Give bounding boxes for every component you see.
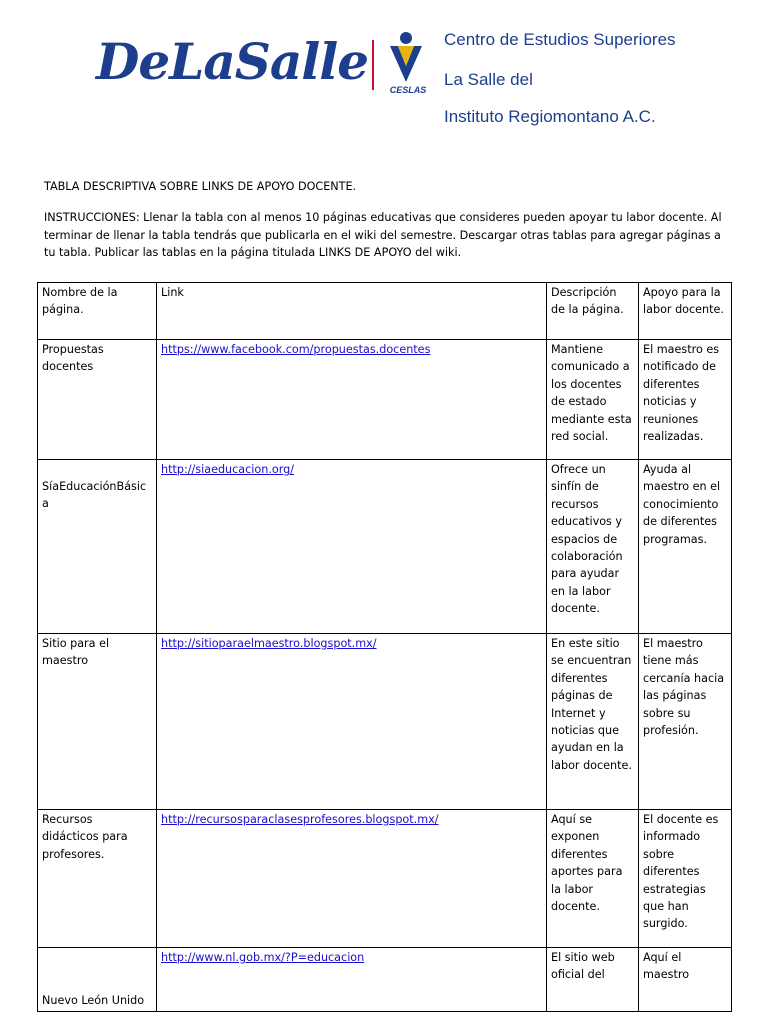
description-cell: Mantiene comunicado a los docentes de estado mediante esta red social. [547,340,639,460]
institution-line-1: Centro de Estudios Superiores [444,30,676,49]
page-link[interactable]: http://www.nl.gob.mx/?P=educacion [161,951,365,964]
table-row [38,634,732,810]
link-cell [157,634,547,810]
table-header-row [38,283,732,340]
page-name-cell: Propuestas docentes [38,340,157,460]
page-name-cell: Recursos didácticos para profesores. [38,810,157,948]
logo-divider [372,40,374,90]
support-cell: Ayuda al maestro en el conocimiento de diferentes programas. [639,460,732,634]
support-cell: El maestro tiene más cercanía hacia las páginas sobre su profesión. [639,634,732,810]
support-cell: El docente es informado sobre diferentes estrategias que han surgido. [639,810,732,948]
ceslas-label: CESLAS [389,85,427,95]
header-link: Link [157,283,547,340]
table-row [38,810,732,948]
header-description: Descripción de la página. [547,283,639,340]
institution-line-2: La Salle del [444,70,533,89]
link-cell [157,810,547,948]
links-table [37,282,732,1012]
page-name-cell: Nuevo León Unido [38,948,157,1012]
table-row [38,340,732,460]
instructions-paragraph: INSTRUCCIONES: Llenar la tabla con al menos 10 páginas educativas que consideres pueden apoyar tu labor docente. Al terminar de llenar la tabla tendrás que publicarla en el wiki del semestre. Descargar otras tablas para agregar páginas a tu tabla. Publicar las tablas en la página titulada LINKS DE APOYO del wiki. [44,211,722,259]
link-cell [157,340,547,460]
page-link[interactable]: https://www.facebook.com/propuestas.docentes [161,343,431,356]
description-cell: Ofrece un sinfín de recursos educativos y espacios de colaboración para ayudar en la labor docente. [547,460,639,634]
page-name-cell: Sitio para el maestro [38,634,157,810]
page-link[interactable]: http://siaeducacion.org/ [161,463,295,476]
document-title: TABLA DESCRIPTIVA SOBRE LINKS DE APOYO DOCENTE. [44,180,357,193]
header-name: Nombre de la página. [38,283,157,340]
page-link[interactable]: http://recursosparaclasesprofesores.blogspot.mx/ [161,813,439,826]
support-cell: El maestro es notificado de diferentes noticias y reuniones realizadas. [639,340,732,460]
institution-line-3: Instituto Regiomontano A.C. [444,107,656,126]
letterhead [0,0,768,140]
description-cell: En este sitio se encuentran diferentes páginas de Internet y noticias que ayudan en la labor docente. [547,634,639,810]
support-cell: Aquí el maestro [639,948,732,1012]
page-name-cell: SíaEducaciónBásica [38,460,157,634]
link-cell [157,948,547,1012]
link-cell [157,460,547,634]
description-cell: El sitio web oficial del [547,948,639,1012]
delasalle-logo: DeLaSalle [96,32,369,91]
description-cell: Aquí se exponen diferentes aportes para la labor docente. [547,810,639,948]
header-support: Apoyo para la labor docente. [639,283,732,340]
page-link[interactable]: http://sitioparaelmaestro.blogspot.mx/ [161,637,377,650]
ceslas-emblem-icon [384,30,432,96]
table-row [38,948,732,1012]
table-row [38,460,732,634]
